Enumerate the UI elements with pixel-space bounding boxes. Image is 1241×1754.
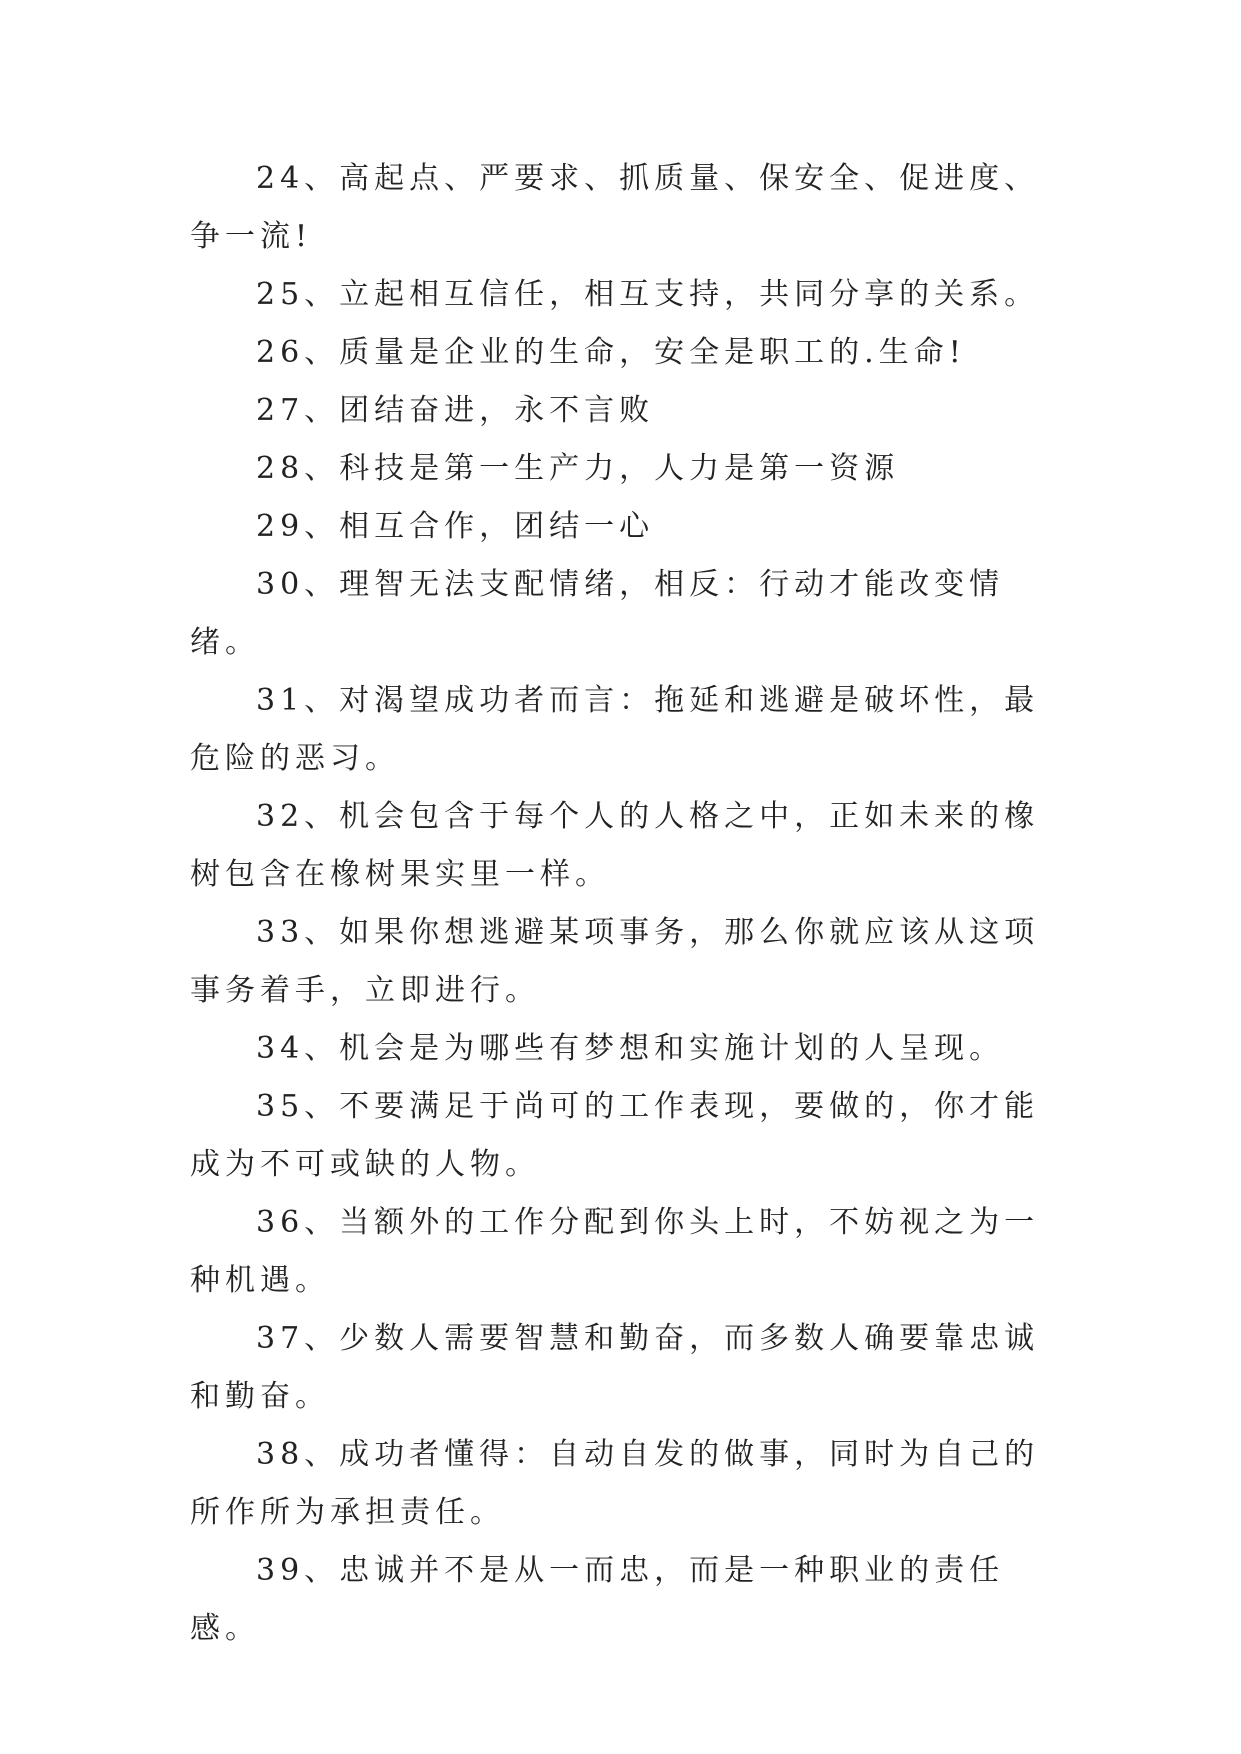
list-item: 27、团结奋进，永不言败 [256, 393, 655, 428]
list-item: 26、质量是企业的生命，安全是职工的.生命! [256, 335, 966, 370]
list-item: 29、相互合作，团结一心 [256, 509, 655, 544]
document-body [190, 150, 1055, 1658]
list-item: 39、忠诚并不是从一而忠，而是一种职业的责任感。 [190, 1553, 1005, 1646]
list-item: 32、机会包含于每个人的人格之中，正如未来的橡树包含在橡树果实里一样。 [190, 799, 1040, 892]
list-item: 33、如果你想逃避某项事务，那么你就应该从这项事务着手，立即进行。 [190, 915, 1040, 1008]
list-item: 38、成功者懂得：自动自发的做事，同时为自己的所作所为承担责任。 [190, 1437, 1040, 1530]
list-item: 30、理智无法支配情绪，相反：行动才能改变情绪。 [190, 567, 1005, 660]
list-item: 37、少数人需要智慧和勤奋，而多数人确要靠忠诚和勤奋。 [190, 1321, 1040, 1414]
list-item: 35、不要满足于尚可的工作表现，要做的，你才能成为不可或缺的人物。 [190, 1089, 1040, 1182]
list-item: 28、科技是第一生产力，人力是第一资源 [256, 451, 900, 486]
list-item: 31、对渴望成功者而言：拖延和逃避是破坏性，最危险的恶习。 [190, 683, 1040, 776]
list-item: 25、立起相互信任，相互支持，共同分享的关系。 [256, 277, 1040, 312]
list-item: 24、高起点、严要求、抓质量、保安全、促进度、争一流! [190, 161, 1040, 254]
list-item: 34、机会是为哪些有梦想和实施计划的人呈现。 [256, 1031, 1005, 1066]
list-item: 36、当额外的工作分配到你头上时，不妨视之为一种机遇。 [190, 1205, 1040, 1298]
